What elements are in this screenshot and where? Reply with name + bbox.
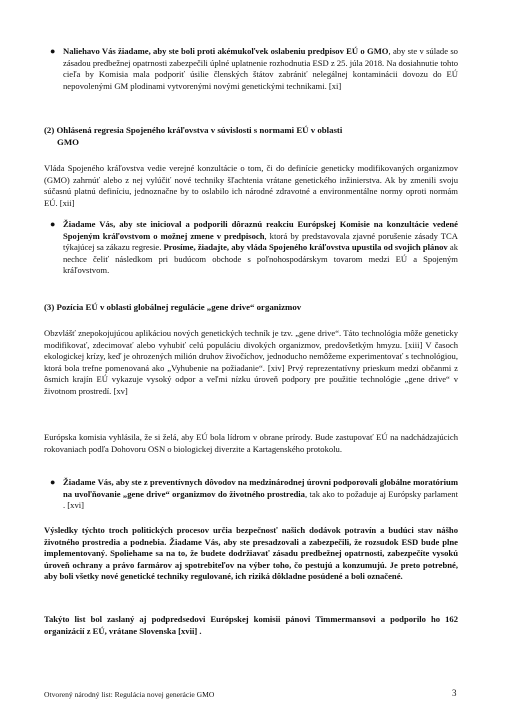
conclusion-paragraph: Výsledky týchto troch politických procesov určia bezpečnosť našich dodávok potravín a budúci stav nášho životného prostredia a podnebia. Žiadame Vás, aby ste presadzovali a zabezpečili, že rozsudok ESD bude plne implementovaný. Spoliehame sa na to, že budete dodržiavať zásadu predbežnej opatrnosti, zabezpečíte vysokú úroveň ochrany a právo farmárov aj spotrebiteľov na výber toho, čo pestujú a konzumujú. Je preto potrebné, aby boli všetky nové genetické techniky regulované, ich riziká dôkladne posúdené a boli označené. xyxy=(44,525,458,582)
section-2-paragraph: Vláda Spojeného kráľovstva vedie verejné konzultácie o tom, či do definície geneticky modifikovaných organizmov (GMO) zahrnúť alebo z nej vylúčiť nové techniky šľachtenia vrátane genetického inžinierstva. Ak by zmenili svoju súčasnú platnú definíciu, jednoznačne by to oslabilo ich národné zdravotné a environmentálne normy oproti normám EÚ. [xii] xyxy=(44,163,458,208)
section-3-heading: (3) Pozícia EÚ v oblasti globálnej regulácie „gene drive“ organizmov xyxy=(44,302,302,312)
section-2-heading xyxy=(44,125,458,148)
bullet-icon: ● xyxy=(50,219,56,229)
bullet-text xyxy=(63,477,458,512)
bullet-plain-text: , ktorá by predstavovala zjavné porušenie zásady TCA týkajúcej sa zákazu regresie. xyxy=(63,230,458,253)
bullet-icon: ● xyxy=(50,46,56,56)
bullet-item-gmo-rules xyxy=(50,46,458,92)
bullet-item-gene-drive xyxy=(50,477,458,512)
bullet-bold-text-2: Prosíme, žiadajte, aby vláda Spojeného kráľovstva upustila od svojich plánov xyxy=(163,242,448,253)
bullet-text xyxy=(63,219,458,277)
footer-title: Otvorený národný list: Regulácia novej generácie GMO xyxy=(44,690,215,699)
page-number: 3 xyxy=(452,688,457,698)
bullet-text xyxy=(63,46,458,92)
bullet-bold-text: Žiadame Vás, aby ste inicioval a podporili dôraznú reakciu Európskej Komisie na konzultácie vedené Spojeným kráľovstvom o možnej zmene v predpisoch xyxy=(63,219,458,241)
bullet-bold-text: Žiadame Vás, aby ste z preventívnych dôvodov na medzinárodnej úrovni podporovali globálne moratórium na uvoľňovanie „gene drive“ organizmov do životného prostredia xyxy=(63,477,458,499)
bullet-item-uk-consultation xyxy=(50,219,458,277)
section-2-heading-line2: GMO xyxy=(57,136,79,147)
bullet-icon: ● xyxy=(50,477,56,487)
section-2-heading-line1: (2) Ohlásená regresia Spojeného kráľovstva v súvislosti s normami EÚ v oblasti xyxy=(44,125,343,135)
bullet-bold-text: Naliehavo Vás žiadame, aby ste boli proti akémukoľvek oslabeniu predpisov EÚ o GMO xyxy=(63,46,389,56)
bullet-plain-text: , aby ste v súlade so zásadou predbežnej opatrnosti zabezpečili úplné uplatnenie rozhodnutia ESD z 25. júla 2018. Na dosiahnutie tohto cieľa by Komisia mala podporiť úsilie členských štátov zabrániť nelegálnej kontaminácii dovozu do EÚ nepovolenými GM plodinami vytvorenými novými genetickými technikami. [xi] xyxy=(63,46,458,91)
closing-paragraph: Takýto list bol zaslaný aj podpredsedovi Európskej komisii pánovi Timmermansovi a podporilo ho 162 organizácií z EÚ, vrátane Slovenska [xvii] . xyxy=(44,614,458,636)
section-3-paragraph-2: Európska komisia vyhlásila, že si želá, aby EÚ bola lídrom v obrane prírody. Bude zastupovať EÚ na nadchádzajúcich rokovaniach podľa Dohovoru OSN o biologickej diverzite a Kartagenského protokolu. xyxy=(44,432,458,454)
bullet-plain-text-2: ak nechce čeliť následkom pri budúcom obchode s poľnohospodárskym tovarom medzi EÚ a Spojeným kráľovstvom. xyxy=(63,242,458,276)
bullet-plain-text: , tak ako to požaduje aj Európsky parlament . [xvi] xyxy=(63,488,458,511)
section-3-paragraph-1: Obzvlášť znepokojujúcou aplikáciou nových genetických techník je tzv. „gene drive“. Táto technológia môže geneticky modifikovať, zdecimovať alebo vyhubiť celú populáciu divokých organizmov, predovšetkým hmyzu. [xiii] V časoch ekologickej krízy, keď je ohrozených milión druhov živočíchov, jednoducho nemôžeme experimentovať s technológiou, ktorá bola trefne pomenovaná ako „Vyhubenie na požiadanie“. [xiv] Prvý reprezentatívny prieskum medzi občanmi z ôsmich krajín EÚ vykazuje vysoký odpor a veľmi nízku úroveň podpory pre použitie technológie „gene drive“ v životnom prostredí. [xv] xyxy=(44,328,458,396)
